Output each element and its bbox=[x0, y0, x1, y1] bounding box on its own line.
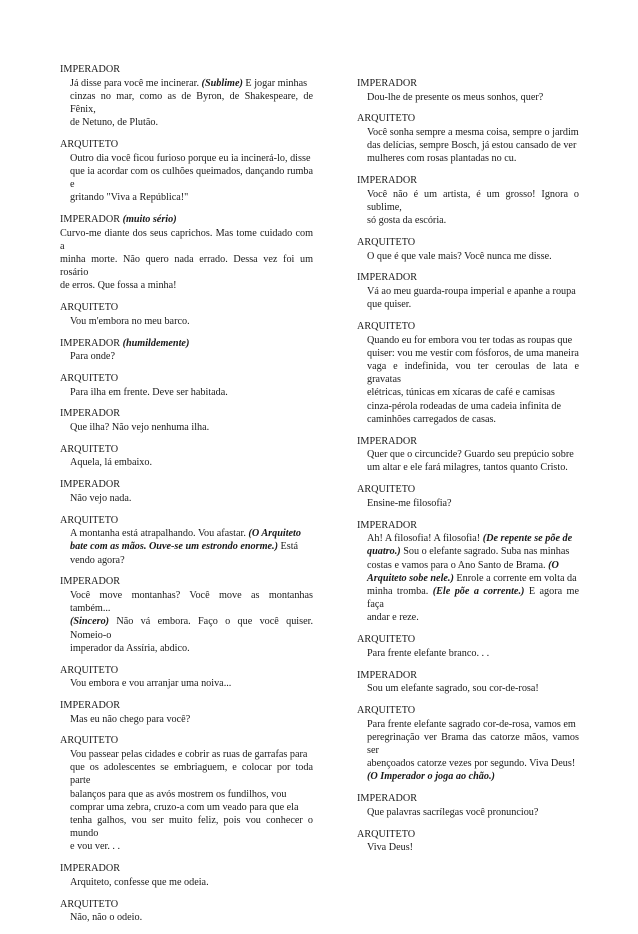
dialogue-line bbox=[357, 611, 579, 624]
speaker-label: IMPERADOR bbox=[60, 214, 121, 225]
line-text: imperador da Assíria, abdico. bbox=[70, 642, 190, 654]
line-text: Já disse para você me incinerar. bbox=[70, 77, 202, 89]
dialogue-line bbox=[60, 615, 313, 641]
line-text: Mas eu não chego para você? bbox=[70, 713, 191, 725]
dialogue-line bbox=[357, 214, 579, 227]
line-text: Vá ao meu guarda-roupa imperial e apanhe a roupa bbox=[367, 285, 576, 297]
dialogue-line bbox=[60, 911, 313, 924]
dialogue-block bbox=[357, 670, 579, 696]
line-text: e vou ver. . . bbox=[70, 841, 121, 853]
dialogue-line bbox=[357, 806, 579, 819]
speaker-name bbox=[60, 139, 313, 152]
right-column bbox=[357, 78, 579, 864]
dialogue-block bbox=[60, 139, 313, 204]
speaker-name bbox=[357, 78, 579, 91]
speaker-label: ARQUITETO bbox=[357, 113, 416, 125]
dialogue-line bbox=[60, 90, 313, 116]
speaker-label: IMPERADOR bbox=[60, 576, 121, 588]
line-text: mulheres com rosas plantadas no cu. bbox=[367, 153, 517, 165]
dialogue-line bbox=[60, 279, 313, 292]
line-text: Não vejo nada. bbox=[70, 492, 132, 504]
line-text: Que palavras sacrílegas você pronunciou? bbox=[367, 806, 539, 818]
dialogue-line bbox=[60, 527, 313, 540]
speaker-label: IMPERADOR bbox=[60, 699, 121, 711]
dialogue-line bbox=[357, 647, 579, 660]
line-text: de erros. Que fossa a minha! bbox=[60, 280, 177, 292]
stage-direction: bate com as mãos. Ouve-se um estrondo enorme.) bbox=[70, 541, 278, 553]
dialogue-block bbox=[357, 272, 579, 311]
speaker-label: IMPERADOR bbox=[357, 435, 418, 447]
speaker-label: ARQUITETO bbox=[357, 634, 416, 646]
dialogue-line bbox=[357, 413, 579, 426]
line-text: Quer que o circuncide? Guardo seu prepúcio sobre bbox=[367, 449, 574, 461]
dialogue-line bbox=[60, 350, 313, 363]
dialogue-line bbox=[357, 585, 579, 611]
left-column bbox=[60, 64, 313, 934]
dialogue-line bbox=[60, 840, 313, 853]
line-text: que quiser. bbox=[367, 299, 412, 311]
speaker-label: ARQUITETO bbox=[357, 828, 416, 840]
line-text: Para frente elefante sagrado cor-de-rosa, vamos em bbox=[367, 718, 576, 730]
dialogue-line bbox=[357, 545, 579, 558]
speaker-name bbox=[60, 899, 313, 912]
dialogue-line bbox=[60, 165, 313, 191]
dialogue-line bbox=[60, 315, 313, 328]
line-text: vendo agora? bbox=[70, 554, 125, 566]
speaker-label: ARQUITETO bbox=[357, 320, 416, 332]
speaker-label: IMPERADOR bbox=[60, 863, 121, 875]
line-text: andar e reze. bbox=[367, 612, 419, 624]
dialogue-line bbox=[357, 152, 579, 165]
dialogue-line bbox=[60, 713, 313, 726]
dialogue-line bbox=[357, 757, 579, 770]
dialogue-line bbox=[357, 572, 579, 585]
dialogue-line bbox=[357, 386, 579, 399]
dialogue-block bbox=[357, 175, 579, 227]
speaker-name bbox=[357, 829, 579, 842]
dialogue-block bbox=[60, 899, 313, 925]
dialogue-block bbox=[60, 863, 313, 889]
dialogue-line bbox=[357, 91, 579, 104]
dialogue-line bbox=[357, 559, 579, 572]
dialogue-block bbox=[357, 484, 579, 510]
dialogue-line bbox=[357, 448, 579, 461]
dialogue-line bbox=[357, 334, 579, 347]
speaker-name bbox=[357, 321, 579, 334]
speaker-label: ARQUITETO bbox=[60, 898, 119, 910]
speaker-name bbox=[60, 863, 313, 876]
dialogue-line bbox=[357, 347, 579, 360]
speaker-name bbox=[60, 302, 313, 315]
stage-direction: (Sincero) bbox=[70, 616, 110, 628]
dialogue-line bbox=[60, 152, 313, 165]
stage-direction: Arquiteto sobe nele.) bbox=[367, 572, 454, 584]
speaker-name bbox=[357, 175, 579, 188]
stage-direction: (O bbox=[548, 559, 559, 571]
line-text: minha tromba. bbox=[367, 585, 433, 597]
dialogue-block bbox=[60, 338, 313, 364]
stage-direction: (Sublime) bbox=[201, 77, 243, 89]
dialogue-block bbox=[357, 829, 579, 855]
dialogue-block bbox=[357, 634, 579, 660]
dialogue-line bbox=[60, 386, 313, 399]
stage-direction: quatro.) bbox=[367, 546, 401, 558]
line-text: Vou passear pelas cidades e cobrir as ruas de garrafas para bbox=[70, 748, 308, 760]
dialogue-block bbox=[60, 302, 313, 328]
line-text: vaga e indefinida, vou ter ceroulas de lata e gravatas bbox=[367, 360, 579, 386]
line-text: Que ilha? Não vejo nenhuma ilha. bbox=[70, 421, 210, 433]
speaker-name bbox=[357, 113, 579, 126]
dialogue-line bbox=[60, 788, 313, 801]
dialogue-line bbox=[60, 801, 313, 814]
line-text: Outro dia você ficou furioso porque eu ia incinerá-lo, disse bbox=[70, 152, 311, 164]
line-text: só gosta da escória. bbox=[367, 215, 447, 227]
speaker-direction: (muito sério) bbox=[122, 214, 177, 225]
line-text: Dou-lhe de presente os meus sonhos, quer? bbox=[367, 91, 544, 103]
dialogue-line bbox=[60, 814, 313, 840]
line-text: A montanha está atrapalhando. Vou afastar. bbox=[70, 528, 249, 540]
line-text-after: Enrole a corrente em volta da bbox=[453, 572, 577, 584]
speaker-label: IMPERADOR bbox=[357, 793, 418, 805]
dialogue-block bbox=[357, 520, 579, 625]
line-text: costas e vamos para o Ano Santo de Brama. bbox=[367, 559, 549, 571]
speaker-name bbox=[357, 272, 579, 285]
dialogue-line bbox=[357, 400, 579, 413]
stage-direction: (Ele põe a corrente.) bbox=[432, 585, 525, 597]
line-text-after: Não vá embora. Faço o que você quiser. Nomeio-o bbox=[70, 616, 313, 641]
dialogue-block bbox=[60, 735, 313, 853]
line-text: abençoados catorze vezes por segundo. Viva Deus! bbox=[367, 758, 576, 770]
speaker-name bbox=[60, 576, 313, 589]
dialogue-line bbox=[357, 250, 579, 263]
speaker-name bbox=[357, 237, 579, 250]
line-text: balanços para que as avós mostrem os fundilhos, vou bbox=[70, 788, 287, 800]
dialogue-block bbox=[357, 705, 579, 784]
dialogue-block bbox=[60, 408, 313, 434]
dialogue-line bbox=[60, 677, 313, 690]
line-text: Não, não o odeio. bbox=[70, 912, 143, 924]
dialogue-block bbox=[60, 479, 313, 505]
dialogue-line bbox=[60, 642, 313, 655]
speaker-label: ARQUITETO bbox=[60, 514, 119, 526]
line-text: comprar uma zebra, cruzo-a com um veado para que ela bbox=[70, 801, 299, 813]
dialogue-block bbox=[60, 64, 313, 129]
speaker-name bbox=[357, 670, 579, 683]
speaker-label: IMPERADOR bbox=[357, 78, 418, 89]
dialogue-line bbox=[60, 253, 313, 279]
line-text: que ia acordar com os culhões queimados, dançando rumba e bbox=[70, 165, 313, 190]
dialogue-line bbox=[60, 456, 313, 469]
line-text: cinza-pérola rodeadas de uma cadeia infinita de bbox=[367, 400, 562, 412]
dialogue-block bbox=[60, 665, 313, 691]
dialogue-line bbox=[60, 191, 313, 204]
line-text: elétricas, túnicas em xícaras de café e camisas bbox=[367, 387, 555, 399]
speaker-label: ARQUITETO bbox=[60, 443, 119, 455]
dialogue-line bbox=[60, 761, 313, 787]
dialogue-block bbox=[60, 214, 313, 293]
dialogue-block bbox=[60, 373, 313, 399]
dialogue-block bbox=[60, 515, 313, 567]
line-text: de Netuno, de Plutão. bbox=[70, 117, 158, 129]
stage-direction: (O Arquiteto bbox=[248, 528, 301, 540]
line-text: Para onde? bbox=[70, 351, 115, 363]
dialogue-line bbox=[357, 188, 579, 214]
line-text: Ensine-me filosofia? bbox=[367, 497, 452, 509]
speaker-name bbox=[60, 64, 313, 77]
speaker-label: IMPERADOR bbox=[60, 337, 121, 349]
line-text: peregrinação ver Brama das catorze mãos, vamos ser bbox=[367, 731, 579, 756]
speaker-name bbox=[60, 338, 313, 351]
dialogue-line bbox=[357, 298, 579, 311]
speaker-name bbox=[357, 705, 579, 718]
speaker-name bbox=[60, 735, 313, 748]
speaker-name bbox=[60, 408, 313, 421]
speaker-label: IMPERADOR bbox=[60, 408, 121, 420]
speaker-name bbox=[357, 634, 579, 647]
line-text: quiser: vou me vestir com fósforos, de uma maneira bbox=[367, 347, 579, 359]
speaker-label: ARQUITETO bbox=[357, 236, 416, 248]
dialogue-line bbox=[60, 227, 313, 253]
dialogue-block bbox=[357, 78, 579, 104]
dialogue-line bbox=[60, 876, 313, 889]
dialogue-line bbox=[357, 770, 579, 783]
dialogue-line bbox=[357, 360, 579, 386]
dialogue-block bbox=[60, 576, 313, 655]
line-text: Curvo-me diante dos seus caprichos. Mas tome cuidado com a bbox=[60, 227, 313, 252]
line-text: Aquela, lá embaixo. bbox=[70, 457, 153, 469]
dialogue-line bbox=[357, 718, 579, 731]
line-text: Quando eu for embora vou ter todas as roupas que bbox=[367, 334, 573, 346]
line-text: das delícias, sempre Bosch, já estou cansado de ver bbox=[367, 140, 577, 152]
dialogue-line bbox=[357, 532, 579, 545]
line-text-after: Sou o elefante sagrado. Suba nas minhas bbox=[400, 546, 570, 558]
dialogue-block bbox=[357, 113, 579, 165]
dialogue-line bbox=[60, 77, 313, 90]
dialogue-block bbox=[60, 444, 313, 470]
speaker-label: ARQUITETO bbox=[60, 735, 119, 747]
line-text: Para ilha em frente. Deve ser habitada. bbox=[70, 386, 228, 398]
speaker-label: ARQUITETO bbox=[60, 664, 119, 676]
line-text-after: Está bbox=[277, 541, 299, 553]
line-text: minha morte. Não quero nada errado. Dessa vez foi um rosário bbox=[60, 254, 313, 279]
dialogue-line bbox=[357, 139, 579, 152]
line-text: Arquiteto, confesse que me odeia. bbox=[70, 876, 209, 888]
dialogue-block bbox=[357, 436, 579, 475]
line-text: gritando "Viva a República!" bbox=[70, 192, 189, 204]
dialogue-line bbox=[357, 731, 579, 757]
line-text: caminhões carregados de casas. bbox=[367, 413, 496, 425]
dialogue-line bbox=[60, 748, 313, 761]
stage-direction: (O Imperador o joga ao chão.) bbox=[367, 771, 495, 783]
dialogue-line bbox=[60, 116, 313, 129]
speaker-name bbox=[60, 373, 313, 386]
line-text-after: E agora me faça bbox=[367, 585, 579, 611]
dialogue-block bbox=[60, 700, 313, 726]
stage-direction: (De repente se põe de bbox=[482, 533, 573, 545]
speaker-label: IMPERADOR bbox=[357, 519, 418, 531]
dialogue-line bbox=[357, 497, 579, 510]
line-text: um altar e ele fará milagres, tantos quanto Cristo. bbox=[367, 462, 568, 474]
speaker-name bbox=[60, 479, 313, 492]
line-text: Para frente elefante branco. . . bbox=[367, 647, 490, 659]
speaker-label: IMPERADOR bbox=[60, 64, 121, 75]
line-text: Vou embora e vou arranjar uma noiva... bbox=[70, 678, 232, 690]
speaker-label: IMPERADOR bbox=[60, 479, 121, 491]
dialogue-line bbox=[60, 421, 313, 434]
speaker-name bbox=[357, 520, 579, 533]
speaker-name bbox=[60, 214, 313, 227]
line-text: Vou m'embora no meu barco. bbox=[70, 315, 190, 327]
dialogue-block bbox=[357, 321, 579, 426]
speaker-label: ARQUITETO bbox=[357, 704, 416, 716]
dialogue-line bbox=[60, 492, 313, 505]
line-text: Ah! A filosofia! A filosofia! bbox=[367, 533, 483, 545]
speaker-label: IMPERADOR bbox=[357, 175, 418, 187]
line-text: Você move montanhas? Você move as montanhas também... bbox=[70, 589, 313, 615]
dialogue-line bbox=[357, 461, 579, 474]
speaker-label: ARQUITETO bbox=[60, 302, 119, 314]
dialogue-line bbox=[60, 540, 313, 553]
line-text: Você sonha sempre a mesma coisa, sempre o jardim bbox=[367, 126, 579, 138]
dialogue-line bbox=[60, 554, 313, 567]
speaker-direction: (humildemente) bbox=[122, 337, 190, 349]
line-text: Você não é um artista, é um grosso! Ignora o sublime, bbox=[367, 188, 579, 213]
speaker-label: ARQUITETO bbox=[357, 484, 416, 496]
speaker-label: ARQUITETO bbox=[60, 139, 119, 150]
speaker-name bbox=[60, 665, 313, 678]
dialogue-line bbox=[357, 285, 579, 298]
line-text: tenha galhos, vou ser muito feliz, pois vou conhecer o mundo bbox=[70, 814, 313, 840]
dialogue-block bbox=[357, 237, 579, 263]
dialogue-line bbox=[357, 841, 579, 854]
speaker-label: ARQUITETO bbox=[60, 372, 119, 384]
speaker-name bbox=[60, 515, 313, 528]
speaker-name bbox=[357, 436, 579, 449]
speaker-label: IMPERADOR bbox=[357, 272, 418, 284]
speaker-name bbox=[357, 484, 579, 497]
dialogue-line bbox=[60, 589, 313, 615]
line-text: O que é que vale mais? Você nunca me disse. bbox=[367, 250, 552, 262]
speaker-name bbox=[357, 793, 579, 806]
dialogue-block bbox=[357, 793, 579, 819]
line-text: cinzas no mar, como as de Byron, de Shakespeare, de Fênix, bbox=[70, 90, 313, 115]
speaker-label: IMPERADOR bbox=[357, 669, 418, 681]
line-text: Sou um elefante sagrado, sou cor-de-rosa! bbox=[367, 683, 539, 695]
speaker-name bbox=[60, 444, 313, 457]
speaker-name bbox=[60, 700, 313, 713]
line-text-after: E jogar minhas bbox=[242, 77, 308, 89]
line-text: Viva Deus! bbox=[367, 842, 414, 854]
dialogue-line bbox=[357, 682, 579, 695]
dialogue-line bbox=[357, 126, 579, 139]
line-text: que os adolescentes se embriaguem, e colocar por toda parte bbox=[70, 762, 313, 787]
